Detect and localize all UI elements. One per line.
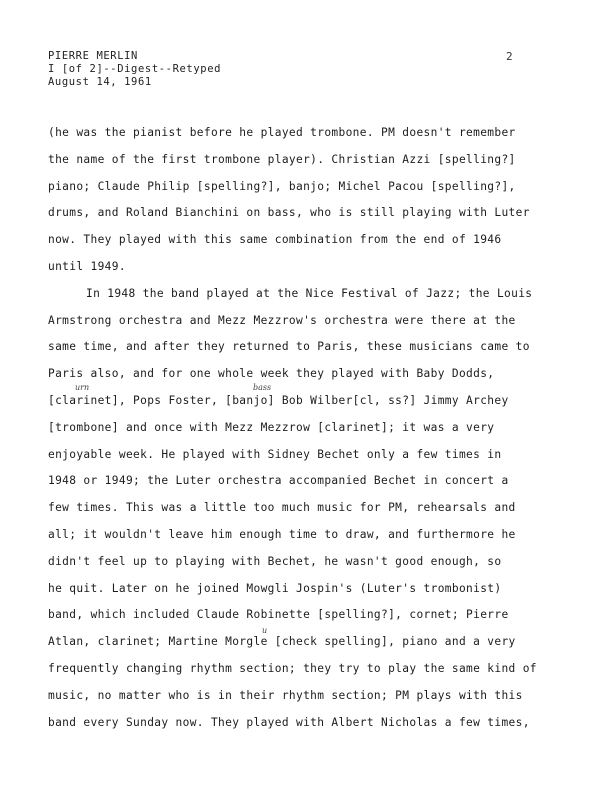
text-line: now. They played with this same combination from the end of 1946 xyxy=(48,233,502,247)
text-line: band every Sunday now. They played with Albert Nicholas a few times, xyxy=(48,715,530,729)
text-line: enjoyable week. He played with Sidney Bechet only a few times in xyxy=(48,447,502,461)
handwritten-annotation: u xyxy=(262,626,268,635)
text-line: [trombone] and once with Mezz Mezzrow [clarinet]; it was a very xyxy=(48,420,495,434)
text-line: (he was the pianist before he played trombone. PM doesn't remember xyxy=(48,126,516,139)
paragraph-start-line: In 1948 the band played at the Nice Festival of Jazz; the Louis xyxy=(86,286,533,300)
document-header xyxy=(48,50,221,89)
text-line: [clarinet], Pops Foster, [banjo] Bob Wilber[cl, ss?] Jimmy Archey xyxy=(48,393,509,407)
text-line: drums, and Roland Bianchini on bass, who is still playing with Luter xyxy=(48,206,530,220)
text-line: Paris also, and for one whole week they played with Baby Dodds, xyxy=(48,367,495,381)
interview-date: August 14, 1961 xyxy=(48,76,152,88)
transcript-body xyxy=(48,120,558,736)
text-line: same time, and after they returned to Paris, these musicians came to xyxy=(48,340,530,354)
handwritten-annotation: urn xyxy=(75,383,90,392)
text-line: didn't feel up to playing with Bechet, he wasn't good enough, so xyxy=(48,554,502,568)
text-line: Armstrong orchestra and Mezz Mezzrow's orchestra were there at the xyxy=(48,313,516,327)
text-line: 1948 or 1949; the Luter orchestra accompanied Bechet in concert a xyxy=(48,474,509,488)
handwritten-annotation: bass xyxy=(253,383,272,392)
interviewee-name: PIERRE MERLIN xyxy=(48,50,138,62)
text-line: all; it wouldn't leave him enough time to draw, and furthermore he xyxy=(48,527,516,541)
text-line: Atlan, clarinet; Martine Morgle [check spelling], piano and a very xyxy=(48,635,516,649)
text-line: few times. This was a little too much music for PM, rehearsals and xyxy=(48,501,516,515)
text-line: music, no matter who is in their rhythm section; PM plays with this xyxy=(48,688,523,702)
text-line: frequently changing rhythm section; they try to play the same kind of xyxy=(48,661,537,675)
text-line: the name of the first trombone player). Christian Azzi [spelling?] xyxy=(48,152,516,166)
page-number: 2 xyxy=(506,50,513,63)
text-line: he quit. Later on he joined Mowgli Jospin's (Luter's trombonist) xyxy=(48,581,502,595)
text-line: until 1949. xyxy=(48,259,126,273)
text-line: band, which included Claude Robinette [spelling?], cornet; Pierre xyxy=(48,608,509,622)
reel-label: I [of 2]--Digest--Retyped xyxy=(48,63,222,75)
text-line: piano; Claude Philip [spelling?], banjo; Michel Pacou [spelling?], xyxy=(48,179,516,193)
